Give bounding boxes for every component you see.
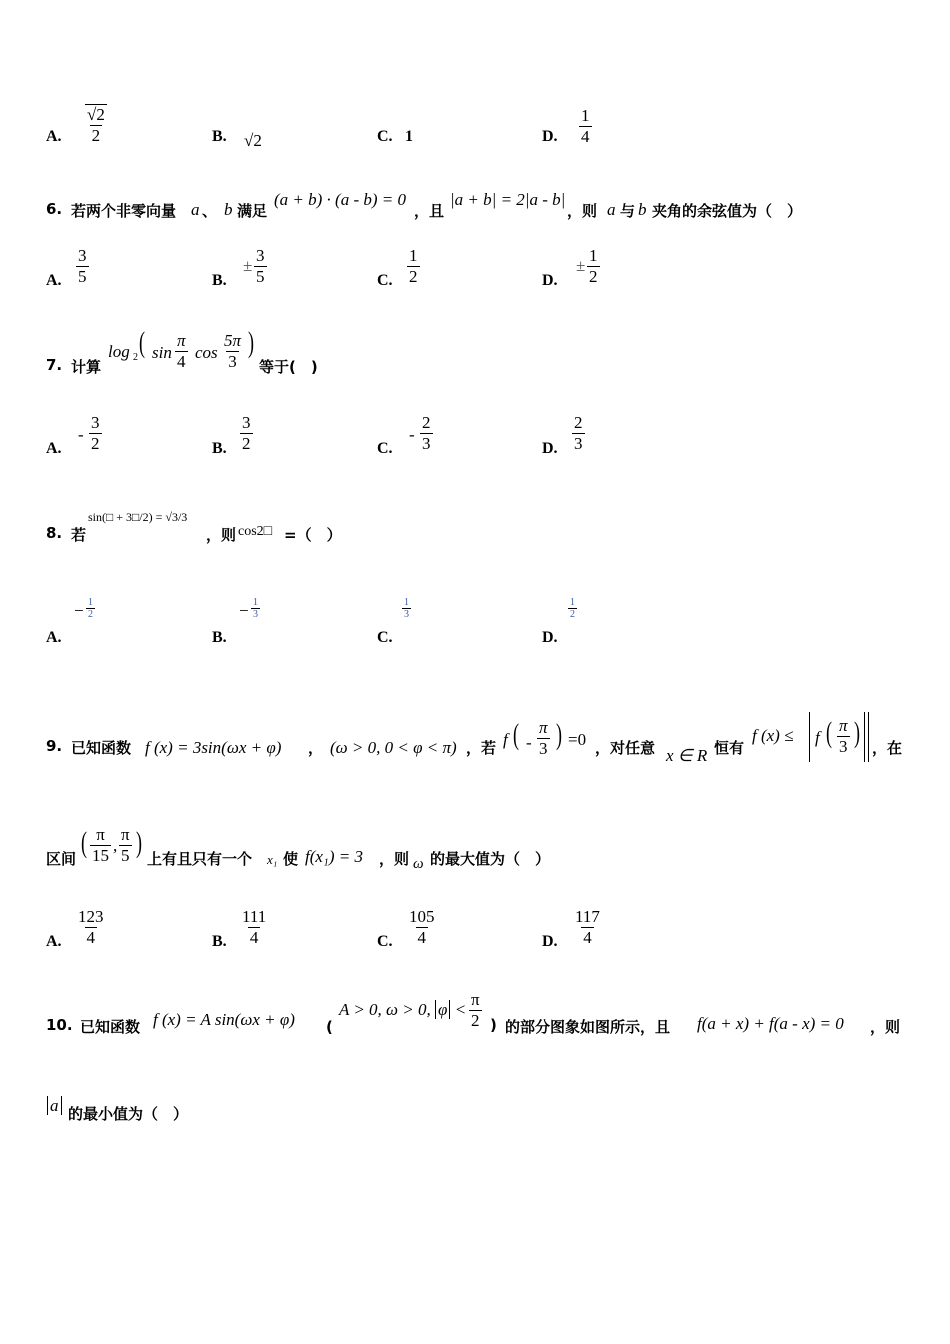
q5-option-d-value: $\frac{1}{4}$ [581, 106, 590, 146]
q9-ineq-left-paren: ( [826, 716, 832, 749]
q9-ineq-f: f [815, 728, 820, 747]
q9-ineq-lhs: f (x) ≤ [752, 726, 794, 745]
q9-eq-minus: - [526, 733, 532, 752]
q9-abs-left-bar [809, 712, 810, 762]
q7-option-c-label: C. [377, 440, 393, 457]
q9-text-6: ，在 [872, 739, 903, 757]
q8-option-b-sign: − [239, 601, 249, 620]
q6-option-d-value: $\frac{1}{2}$ [589, 246, 598, 286]
q9-text-5: 恒有 [714, 739, 745, 757]
q6-option-d-label: D. [542, 272, 558, 289]
q9-eq-right-paren: ) [556, 718, 562, 751]
q7-option-a-sign: - [78, 425, 84, 444]
q6-vector-b-2: b [638, 200, 647, 219]
q10-condition-frac: $\frac{\pi}{2}$ [471, 990, 480, 1030]
q6-option-b-value: $\frac{3}{5}$ [256, 246, 265, 286]
q6-option-a-label: A. [46, 272, 62, 289]
q6-text-6: 夹角的余弦值为（ ） [652, 202, 803, 220]
q5-option-a-label: A. [46, 128, 62, 145]
q9-condition: (ω > 0, 0 < φ < π) [330, 738, 457, 757]
q5-option-a-value: $\frac{√2}{2}$ [87, 105, 105, 145]
q8-option-a-sign: − [74, 601, 84, 620]
q6-equation-2: |a + b| = 2|a - b| [450, 190, 566, 209]
q8-equation: sin(□ + 3□/2) = √3/3 [88, 510, 188, 524]
q8-option-c-label: C. [377, 629, 393, 646]
q10-number: 10. [46, 1016, 73, 1034]
q6-text-3: ，且 [414, 202, 445, 220]
q10-text-2: 的部分图象如图所示，且 [505, 1018, 671, 1036]
q9-text-1: 已知函数 [71, 739, 132, 757]
q8-option-b-label: B. [212, 629, 227, 646]
q5-option-b-label: B. [212, 128, 227, 145]
q7-option-a-label: A. [46, 440, 62, 457]
q8-option-d-label: D. [542, 629, 558, 646]
q7-number: 7. [46, 356, 63, 374]
q9-omega: ω [413, 856, 424, 872]
q8-option-b-value: $\frac{1}{3}$ [253, 597, 258, 620]
q9-text-3: ，若 [466, 739, 497, 757]
q6-text-4: ，则 [567, 202, 598, 220]
q5-option-c-label: C. [377, 128, 393, 145]
q9-option-d-label: D. [542, 933, 558, 950]
q7-text-1: 计算 [71, 358, 102, 376]
q8-option-a-label: A. [46, 629, 62, 646]
q7-option-b-label: B. [212, 440, 227, 457]
q6-option-b-sign: ± [243, 256, 253, 275]
q9-option-d-value: $\frac{117}{4}$ [575, 907, 600, 947]
q6-option-d-sign: ± [576, 256, 586, 275]
q9-f: f [503, 730, 508, 749]
q9-option-a-label: A. [46, 933, 62, 950]
q7-option-d-value: $\frac{2}{3}$ [574, 413, 583, 453]
q8-number: 8. [46, 524, 63, 542]
q6-vector-a-2: a [607, 200, 616, 219]
q9-interval-right-paren: ) [136, 826, 142, 859]
q7-option-c-sign: - [409, 425, 415, 444]
q9-text-9: 使 [283, 850, 299, 868]
q7-option-b-value: $\frac{3}{2}$ [242, 413, 251, 453]
q7-log: log [108, 342, 130, 361]
q8-cos: cos2□ [238, 524, 273, 539]
q9-text-7: 区间 [46, 850, 77, 868]
q6-vector-b: b [224, 200, 233, 219]
q7-right-paren: ) [248, 326, 254, 359]
q7-frac-pi-4: $\frac{\pi}{4}$ [177, 331, 186, 371]
q9-interval-end: $\frac{\pi}{5}$ [121, 825, 130, 865]
q9-ineq-frac: $\frac{\pi}{3}$ [839, 716, 848, 756]
q10-cond-right-paren: ) [490, 1016, 497, 1034]
q8-text-2: ，则 [206, 526, 237, 544]
q9-text-11: 的最大值为（ ） [430, 850, 551, 868]
q7-option-d-label: D. [542, 440, 558, 457]
q6-text-5: 与 [620, 202, 636, 220]
q6-text-2: 满足 [237, 202, 268, 220]
q9-ineq-right-paren: ) [854, 716, 860, 749]
q8-text-1: 若 [71, 526, 87, 544]
q8-option-c-value: $\frac{1}{3}$ [404, 597, 409, 620]
q9-option-a-value: $\frac{123}{4}$ [78, 907, 104, 947]
q9-text-8: 上有且只有一个 [147, 850, 253, 868]
q10-cond-left-paren: ( [326, 1018, 333, 1036]
q10-text-3: ，则 [870, 1018, 901, 1036]
q6-sep: 、 [202, 202, 218, 220]
q9-interval-start: $\frac{\pi}{15}$ [92, 825, 109, 865]
q9-eq-zero: =0 [568, 730, 587, 749]
q9-text-2: ， [308, 739, 324, 757]
q10-abs-a: a [47, 1096, 62, 1116]
q6-vector-a: a [191, 200, 200, 219]
q9-option-b-label: B. [212, 933, 227, 950]
q10-function: f (x) = A sin(ωx + φ) [153, 1010, 295, 1029]
q6-equation-1: (a + b) · (a - b) = 0 [274, 190, 406, 209]
q9-abs-right-bar [864, 712, 869, 762]
q9-option-b-value: $\frac{111}{4}$ [242, 907, 267, 947]
q6-option-b-label: B. [212, 272, 227, 289]
q9-option-c-value: $\frac{105}{4}$ [409, 907, 435, 947]
q9-text-4: ，对任意 [595, 739, 656, 757]
q9-eq-frac: $\frac{\pi}{3}$ [539, 718, 548, 758]
q6-number: 6. [46, 200, 63, 218]
q9-number: 9. [46, 737, 63, 755]
q5-option-c-value: 1 [405, 128, 413, 145]
q9-option-c-label: C. [377, 933, 393, 950]
q10-text-4: 的最小值为（ ） [68, 1105, 189, 1123]
q9-text-10: ，则 [379, 850, 410, 868]
q8-option-d-value: $\frac{1}{2}$ [570, 597, 575, 620]
q6-option-c-value: $\frac{1}{2}$ [409, 246, 418, 286]
q7-log-base: 2 [133, 352, 138, 363]
q8-option-a-value: $\frac{1}{2}$ [88, 597, 93, 620]
q10-condition-lhs: A > 0, ω > 0, φ < [339, 1000, 467, 1019]
q6-option-a-value: $\frac{3}{5}$ [78, 246, 87, 286]
q9-function: f (x) = 3sin(ωx + φ) [145, 738, 282, 757]
q6-option-c-label: C. [377, 272, 393, 289]
q9-interval-left-paren: ( [81, 826, 87, 859]
q7-option-c-value: $\frac{2}{3}$ [422, 413, 431, 453]
q6-text-1: 若两个非零向量 [71, 202, 177, 220]
q10-equation: f(a + x) + f(a - x) = 0 [697, 1014, 844, 1033]
q5-option-b-value: √2 [244, 131, 262, 150]
q10-text-1: 已知函数 [80, 1018, 141, 1036]
q7-left-paren: ( [139, 326, 145, 359]
q7-frac-5pi-3: $\frac{5\pi}{3}$ [224, 331, 242, 371]
q5-option-d-label: D. [542, 128, 558, 145]
q9-eq-left-paren: ( [513, 718, 519, 751]
q9-x1: x₁ [267, 852, 278, 867]
q9-f-x1: f(x₁) = 3 [305, 847, 363, 866]
q9-interval-comma: , [113, 836, 118, 855]
q7-cos: cos [195, 343, 218, 362]
q7-sin: sin [152, 343, 172, 362]
q9-x-in-r: x ∈ R [666, 746, 708, 765]
q7-option-a-value: $\frac{3}{2}$ [91, 413, 100, 453]
q7-text-2: 等于( ) [259, 358, 318, 376]
q8-text-3: =（ ） [284, 526, 342, 544]
